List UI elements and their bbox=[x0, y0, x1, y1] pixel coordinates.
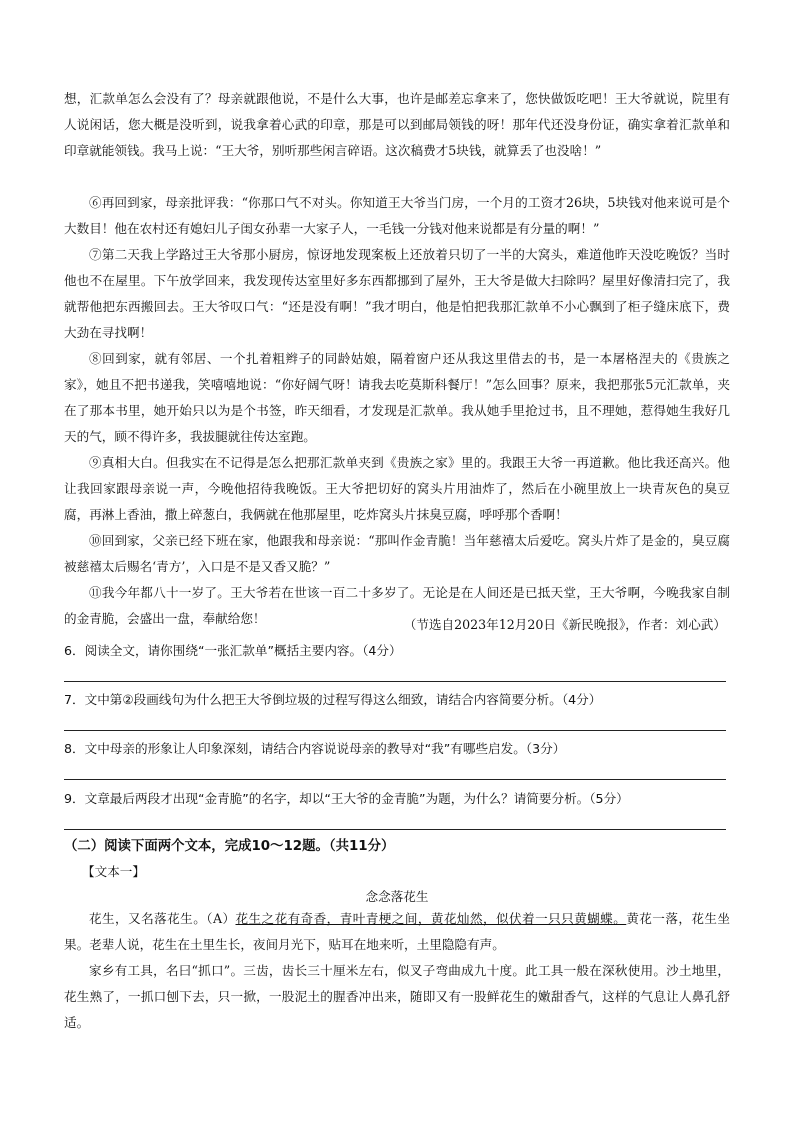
text-one-tag: 【文本一】 bbox=[82, 864, 145, 879]
answer-line-9[interactable] bbox=[64, 829, 726, 830]
answer-line-8[interactable] bbox=[64, 779, 726, 780]
answer-line-6[interactable] bbox=[64, 681, 726, 682]
underlined-sentence-a: 花生之花有奇香，青叶青梗之间，黄花灿然，似伏着一只只黄蝴蝶。 bbox=[235, 911, 627, 926]
story-paragraph-9: ⑨真相大白。但我实在不记得是怎么把那汇款单夹到《贵族之家》里的。我跟王大爷一再道歉。他比我还高兴。他让我回家跟母亲说一声，今晚他招待我晚饭。王大爷把切好的窝头片用油炸了，然后在小碗里放上一块青灰色的臭豆腐，再淋上香油，撒上碎葱白，我俩就在他那屋里，吃炸窝头片抹臭豆腐，呼呼那个香啊！ bbox=[64, 455, 730, 522]
story-paragraph-6: ⑥再回到家，母亲批评我：“你那口气不对头。你知道王大爷当门房，一个月的工资才26块，5块钱对他来说可是个大数目！他在农村还有媳妇儿子闺女孙辈一大家子人，一毛钱一分钱对他来说都是有分量的啊！” bbox=[64, 195, 730, 236]
paragraph-1-lead: 花生，又名落花生。（A） bbox=[89, 911, 236, 926]
article-paragraph-2: 家乡有工具，名曰“抓口”。三齿，齿长三十厘米左右，似叉子弯曲成九十度。此工具一般在深秋使用。沙土地里，花生熟了，一抓口刨下去，只一掀，一股泥土的腥香冲出来，随即又有一股鲜花生的嫩甜香气，这样的气息让人鼻孔舒适。 bbox=[64, 963, 730, 1030]
story-paragraph-10: ⑩回到家，父亲已经下班在家，他跟我和母亲说：“那叫作金青脆！当年慈禧太后爱吃。窝头片炸了是金的，臭豆腐被慈禧太后赐名‘青方’，入口是不是又香又脆？” bbox=[64, 533, 730, 574]
answer-line-7[interactable] bbox=[64, 730, 726, 731]
paragraph-1-rest: 黄花一落，花生坐果。老辈人说，花生在土里生长，夜间月光下，贴耳在地来听，土里隐隐有声。 bbox=[64, 911, 731, 952]
story-paragraph-8: ⑧回到家，就有邻居、一个扎着粗辫子的同龄姑娘，隔着窗户还从我这里借去的书，是一本屠格涅夫的《贵族之家》，她且不把书递我，笑嘻嘻地说：“你好阔气呀！请我去吃莫斯科餐厅！”怎么回事？原来，我把那张5元汇款单，夹在了那本书里，她开始只以为是个书签，昨天细看，才发现是汇款单。我从她手里抢过书，且不理她，惹得她生我好几天的气，顾不得许多，我拔腿就往传达室跑。 bbox=[64, 351, 730, 444]
question-7: 7．文中第②段画线句为什么把王大爷倒垃圾的过程写得这么细致，请结合内容简要分析。（4分） bbox=[64, 692, 602, 707]
source-citation: （节选自2023年12月20日《新民晚报》，作者：刘心武） bbox=[403, 617, 726, 632]
story-paragraph-5-continued: 想，汇款单怎么会没有了？母亲就跟他说，不是什么大事，也许是邮差忘拿来了，您快做饭吃吧！王大爷就说，院里有人说闲话，您大概是没听到，说我拿着心武的印章，那是可以到邮局领钱的呀！那年代还没身份证，确实拿着汇款单和印章就能领钱。我马上说：“王大爷，别听那些闲言碎语。这次稿费才5块钱，就算丢了也没啥！” bbox=[64, 91, 730, 158]
question-8: 8．文中母亲的形象让人印象深刻，请结合内容说说母亲的教导对“我”有哪些启发。（3分） bbox=[64, 741, 566, 756]
article-title: 念念落花生 bbox=[365, 889, 429, 904]
section-2-heading: （二）阅读下面两个文本，完成10～12题。（共11分） bbox=[64, 839, 395, 854]
story-paragraph-7: ⑦第二天我上学路过王大爷那小厨房，惊讶地发现案板上还放着只切了一半的大窝头，难道他昨天没吃晚饭？当时他也不在屋里。下午放学回来，我发现传达室里好多东西都挪到了屋外，王大爷是做大扫除吗？屋里好像清扫完了，我就帮他把东西搬回去。王大爷叹口气：“还是没有啊！”我才明白，他是怕把我那汇款单不小心飘到了柜子缝床底下，费大劲在寻找啊！ bbox=[64, 247, 730, 340]
article-paragraph-1 bbox=[64, 906, 730, 958]
story-paragraph-11: ⑪我今年都八十一岁了。王大爷若在世该一百二十多岁了。无论是在人间还是已抵天堂，王大爷啊，今晚我家自制的金青脆，会盛出一盘，奉献给您！ bbox=[64, 585, 730, 626]
question-6: 6．阅读全文，请你围绕“一张汇款单”概括主要内容。（4分） bbox=[64, 643, 402, 658]
question-9: 9．文章最后两段才出现“金青脆”的名字，却以“王大爷的金青脆”为题，为什么？请简要分析。（5分） bbox=[64, 791, 629, 806]
